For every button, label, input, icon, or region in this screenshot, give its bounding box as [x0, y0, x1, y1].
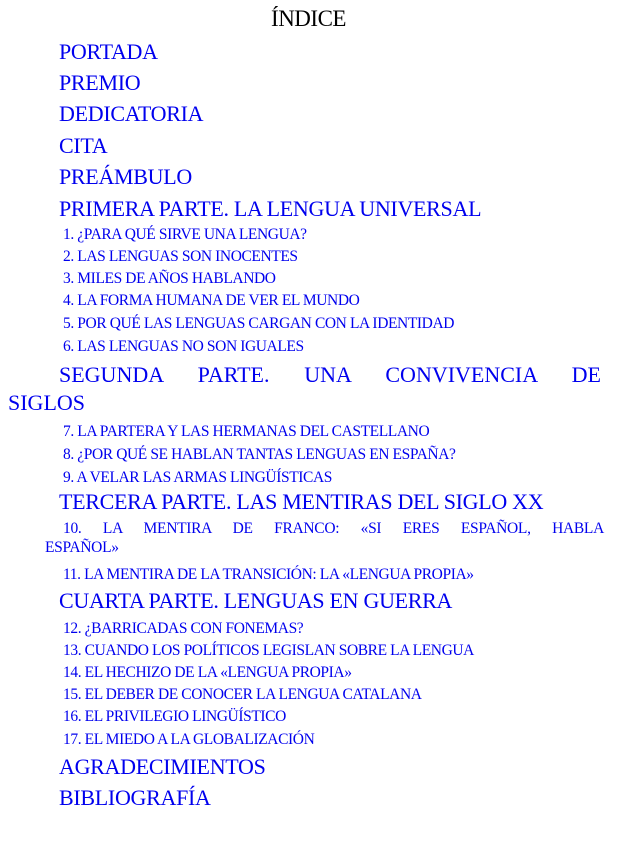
toc-link-chapter-10[interactable] — [0, 520, 617, 557]
toc-link-chapter-9[interactable]: 9. A VELAR LAS ARMAS LINGÜÍSTICAS — [63, 469, 332, 486]
toc-link-chapter-17[interactable]: 17. EL MIEDO A LA GLOBALIZACIÓN — [63, 731, 315, 748]
toc-link-chapter-12[interactable]: 12. ¿BARRICADAS CON FONEMAS? — [63, 620, 304, 637]
toc-link-dedicatoria[interactable]: DEDICATORIA — [59, 101, 204, 126]
toc-link-preambulo[interactable]: PREÁMBULO — [59, 164, 192, 189]
toc-link-cita[interactable]: CITA — [59, 133, 108, 158]
toc-link-chapter-7[interactable]: 7. LA PARTERA Y LAS HERMANAS DEL CASTELLANO — [63, 423, 430, 440]
toc-link-chapter-15[interactable]: 15. EL DEBER DE CONOCER LA LENGUA CATALANA — [63, 686, 422, 703]
toc-link-chapter-5[interactable]: 5. POR QUÉ LAS LENGUAS CARGAN CON LA IDENTIDAD — [63, 315, 455, 332]
toc-link-premio[interactable]: PREMIO — [59, 70, 141, 95]
toc-link-agradecimientos[interactable]: AGRADECIMIENTOS — [59, 754, 266, 779]
toc-link-chapter-14[interactable]: 14. EL HECHIZO DE LA «LENGUA PROPIA» — [63, 664, 352, 681]
toc-link-segunda-parte-line2: SIGLOS — [8, 390, 86, 415]
toc-link-portada[interactable]: PORTADA — [59, 39, 158, 64]
toc-link-primera-parte[interactable]: PRIMERA PARTE. LA LENGUA UNIVERSAL — [59, 196, 482, 221]
toc-link-chapter-16[interactable]: 16. EL PRIVILEGIO LINGÜÍSTICO — [63, 708, 286, 725]
toc-link-chapter-13[interactable]: 13. CUANDO LOS POLÍTICOS LEGISLAN SOBRE LA LENGUA — [63, 642, 474, 659]
toc-link-bibliografia[interactable]: BIBLIOGRAFÍA — [59, 785, 211, 810]
toc-link-chapter-10-line1: 10. LA MENTIRA DE FRANCO: «SI ERES ESPAÑOL, HABLA — [63, 520, 604, 537]
toc-link-segunda-parte[interactable] — [0, 362, 617, 416]
index-title: ÍNDICE — [271, 6, 346, 31]
toc-link-chapter-3[interactable]: 3. MILES DE AÑOS HABLANDO — [63, 270, 276, 287]
toc-link-chapter-10-line2: ESPAÑOL» — [45, 539, 119, 556]
toc-link-chapter-11[interactable]: 11. LA MENTIRA DE LA TRANSICIÓN: LA «LENGUA PROPIA» — [63, 566, 474, 583]
toc-link-chapter-4[interactable]: 4. LA FORMA HUMANA DE VER EL MUNDO — [63, 292, 360, 309]
toc-link-chapter-6[interactable]: 6. LAS LENGUAS NO SON IGUALES — [63, 338, 304, 355]
toc-link-segunda-parte-line1: SEGUNDA PARTE. UNA CONVIVENCIA DE — [59, 362, 601, 387]
toc-link-chapter-8[interactable]: 8. ¿POR QUÉ SE HABLAN TANTAS LENGUAS EN ESPAÑA? — [63, 446, 456, 463]
toc-link-cuarta-parte[interactable]: CUARTA PARTE. LENGUAS EN GUERRA — [59, 588, 453, 613]
toc-link-tercera-parte[interactable]: TERCERA PARTE. LAS MENTIRAS DEL SIGLO XX — [59, 489, 544, 514]
toc-link-chapter-1[interactable]: 1. ¿PARA QUÉ SIRVE UNA LENGUA? — [63, 226, 307, 243]
toc-link-chapter-2[interactable]: 2. LAS LENGUAS SON INOCENTES — [63, 248, 298, 265]
